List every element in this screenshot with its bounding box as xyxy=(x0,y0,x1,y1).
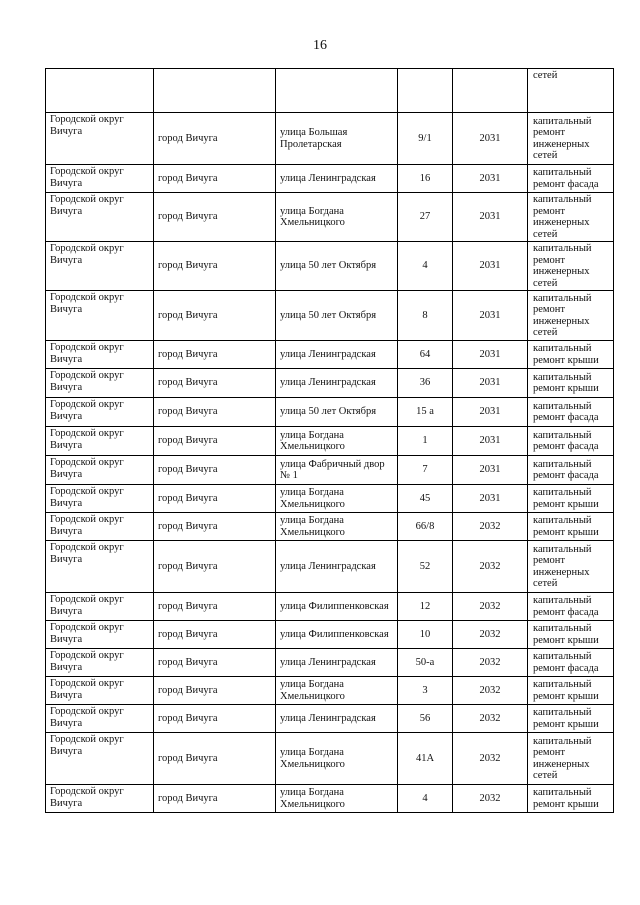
year-cell: 2031 xyxy=(453,485,528,513)
street-cell: улица Ленинградская xyxy=(276,649,398,677)
district-cell: Городской округ Вичуга xyxy=(46,427,154,456)
table-row xyxy=(46,341,614,369)
city-cell: город Вичуга xyxy=(154,677,276,705)
table-row xyxy=(46,113,614,165)
city-cell xyxy=(154,69,276,113)
street-cell: улица Богдана Хмельницкого xyxy=(276,485,398,513)
work-cell: капитальный ремонт крыши xyxy=(528,705,614,733)
year-cell: 2031 xyxy=(453,291,528,341)
house-cell: 66/8 xyxy=(398,513,453,541)
table-row xyxy=(46,291,614,341)
city-cell: город Вичуга xyxy=(154,733,276,785)
year-cell: 2032 xyxy=(453,649,528,677)
house-cell: 12 xyxy=(398,593,453,621)
street-cell: улица Богдана Хмельницкого xyxy=(276,427,398,456)
work-cell: капитальный ремонт крыши xyxy=(528,621,614,649)
street-cell: улица Богдана Хмельницкого xyxy=(276,733,398,785)
house-cell: 45 xyxy=(398,485,453,513)
city-cell: город Вичуга xyxy=(154,705,276,733)
city-cell: город Вичуга xyxy=(154,291,276,341)
work-cell: капитальный ремонт инженерных сетей xyxy=(528,291,614,341)
city-cell: город Вичуга xyxy=(154,513,276,541)
house-cell: 50-а xyxy=(398,649,453,677)
table-row xyxy=(46,621,614,649)
work-cell: капитальный ремонт фасада xyxy=(528,427,614,456)
house-cell: 9/1 xyxy=(398,113,453,165)
street-cell: улица Богдана Хмельницкого xyxy=(276,513,398,541)
table-row xyxy=(46,242,614,291)
city-cell: город Вичуга xyxy=(154,485,276,513)
city-cell: город Вичуга xyxy=(154,621,276,649)
year-cell: 2032 xyxy=(453,541,528,593)
table-row xyxy=(46,193,614,242)
page-number: 16 xyxy=(313,38,327,53)
city-cell: город Вичуга xyxy=(154,593,276,621)
table-row xyxy=(46,369,614,398)
year-cell: 2031 xyxy=(453,427,528,456)
district-cell: Городской округ Вичуга xyxy=(46,541,154,593)
house-cell: 8 xyxy=(398,291,453,341)
work-cell: капитальный ремонт фасада xyxy=(528,649,614,677)
city-cell: город Вичуга xyxy=(154,398,276,427)
district-cell: Городской округ Вичуга xyxy=(46,593,154,621)
district-cell: Городской округ Вичуга xyxy=(46,193,154,242)
house-cell: 36 xyxy=(398,369,453,398)
city-cell: город Вичуга xyxy=(154,541,276,593)
year-cell: 2031 xyxy=(453,193,528,242)
district-cell: Городской округ Вичуга xyxy=(46,291,154,341)
year-cell: 2032 xyxy=(453,733,528,785)
district-cell: Городской округ Вичуга xyxy=(46,341,154,369)
street-cell: улица 50 лет Октября xyxy=(276,242,398,291)
house-cell: 41А xyxy=(398,733,453,785)
district-cell: Городской округ Вичуга xyxy=(46,649,154,677)
city-cell: город Вичуга xyxy=(154,113,276,165)
street-cell: улица Ленинградская xyxy=(276,165,398,193)
year-cell: 2031 xyxy=(453,113,528,165)
work-cell: капитальный ремонт крыши xyxy=(528,369,614,398)
house-cell: 4 xyxy=(398,785,453,813)
city-cell: город Вичуга xyxy=(154,649,276,677)
year-cell: 2031 xyxy=(453,165,528,193)
district-cell xyxy=(46,69,154,113)
work-cell: капитальный ремонт фасада xyxy=(528,398,614,427)
table-row xyxy=(46,541,614,593)
work-cell: капитальный ремонт инженерных сетей xyxy=(528,733,614,785)
house-cell: 64 xyxy=(398,341,453,369)
house-cell: 4 xyxy=(398,242,453,291)
city-cell: город Вичуга xyxy=(154,341,276,369)
table-row-continuation xyxy=(46,69,614,113)
city-cell: город Вичуга xyxy=(154,165,276,193)
district-cell: Городской округ Вичуга xyxy=(46,621,154,649)
work-cell: капитальный ремонт фасада xyxy=(528,456,614,485)
work-cell: капитальный ремонт крыши xyxy=(528,677,614,705)
table-row xyxy=(46,593,614,621)
street-cell: улица Ленинградская xyxy=(276,369,398,398)
year-cell: 2032 xyxy=(453,785,528,813)
table-row xyxy=(46,456,614,485)
district-cell: Городской округ Вичуга xyxy=(46,677,154,705)
city-cell: город Вичуга xyxy=(154,456,276,485)
work-cell: капитальный ремонт крыши xyxy=(528,513,614,541)
work-cell: капитальный ремонт инженерных сетей xyxy=(528,113,614,165)
work-cell: капитальный ремонт крыши xyxy=(528,485,614,513)
house-cell: 15 а xyxy=(398,398,453,427)
street-cell: улица Филиппенковская xyxy=(276,593,398,621)
work-cell: капитальный ремонт фасада xyxy=(528,165,614,193)
table-row xyxy=(46,649,614,677)
street-cell: улица Ленинградская xyxy=(276,705,398,733)
street-cell: улица 50 лет Октября xyxy=(276,291,398,341)
house-cell: 10 xyxy=(398,621,453,649)
table-row xyxy=(46,165,614,193)
table-row xyxy=(46,705,614,733)
street-cell: улица Филиппенковская xyxy=(276,621,398,649)
year-cell: 2031 xyxy=(453,398,528,427)
year-cell: 2032 xyxy=(453,593,528,621)
house-cell: 52 xyxy=(398,541,453,593)
street-cell: улица Богдана Хмельницкого xyxy=(276,785,398,813)
city-cell: город Вичуга xyxy=(154,193,276,242)
house-cell: 3 xyxy=(398,677,453,705)
district-cell: Городской округ Вичуга xyxy=(46,398,154,427)
district-cell: Городской округ Вичуга xyxy=(46,165,154,193)
street-cell: улица 50 лет Октября xyxy=(276,398,398,427)
work-cell: капитальный ремонт крыши xyxy=(528,785,614,813)
year-cell: 2032 xyxy=(453,705,528,733)
house-cell: 16 xyxy=(398,165,453,193)
table-row xyxy=(46,398,614,427)
table-row xyxy=(46,513,614,541)
city-cell: город Вичуга xyxy=(154,427,276,456)
district-cell: Городской округ Вичуга xyxy=(46,733,154,785)
house-cell: 7 xyxy=(398,456,453,485)
year-cell xyxy=(453,69,528,113)
work-cell: капитальный ремонт инженерных сетей xyxy=(528,541,614,593)
city-cell: город Вичуга xyxy=(154,785,276,813)
housing-repair-table xyxy=(45,68,614,813)
year-cell: 2032 xyxy=(453,621,528,649)
work-cell: сетей xyxy=(528,69,614,113)
work-cell: капитальный ремонт инженерных сетей xyxy=(528,242,614,291)
year-cell: 2031 xyxy=(453,369,528,398)
district-cell: Городской округ Вичуга xyxy=(46,705,154,733)
district-cell: Городской округ Вичуга xyxy=(46,513,154,541)
district-cell: Городской округ Вичуга xyxy=(46,485,154,513)
work-cell: капитальный ремонт фасада xyxy=(528,593,614,621)
house-cell: 1 xyxy=(398,427,453,456)
district-cell: Городской округ Вичуга xyxy=(46,369,154,398)
table-row xyxy=(46,677,614,705)
table-row xyxy=(46,733,614,785)
city-cell: город Вичуга xyxy=(154,369,276,398)
street-cell: улица Фабричный двор № 1 xyxy=(276,456,398,485)
district-cell: Городской округ Вичуга xyxy=(46,113,154,165)
district-cell: Городской округ Вичуга xyxy=(46,456,154,485)
district-cell: Городской округ Вичуга xyxy=(46,785,154,813)
street-cell xyxy=(276,69,398,113)
street-cell: улица Богдана Хмельницкого xyxy=(276,677,398,705)
city-cell: город Вичуга xyxy=(154,242,276,291)
street-cell: улица Богдана Хмельницкого xyxy=(276,193,398,242)
street-cell: улица Большая Пролетарская xyxy=(276,113,398,165)
year-cell: 2031 xyxy=(453,341,528,369)
work-cell: капитальный ремонт инженерных сетей xyxy=(528,193,614,242)
year-cell: 2032 xyxy=(453,677,528,705)
year-cell: 2031 xyxy=(453,242,528,291)
house-cell xyxy=(398,69,453,113)
street-cell: улица Ленинградская xyxy=(276,541,398,593)
year-cell: 2031 xyxy=(453,456,528,485)
table-row xyxy=(46,785,614,813)
house-cell: 56 xyxy=(398,705,453,733)
work-cell: капитальный ремонт крыши xyxy=(528,341,614,369)
street-cell: улица Ленинградская xyxy=(276,341,398,369)
house-cell: 27 xyxy=(398,193,453,242)
table-row xyxy=(46,427,614,456)
table-row xyxy=(46,485,614,513)
district-cell: Городской округ Вичуга xyxy=(46,242,154,291)
year-cell: 2032 xyxy=(453,513,528,541)
